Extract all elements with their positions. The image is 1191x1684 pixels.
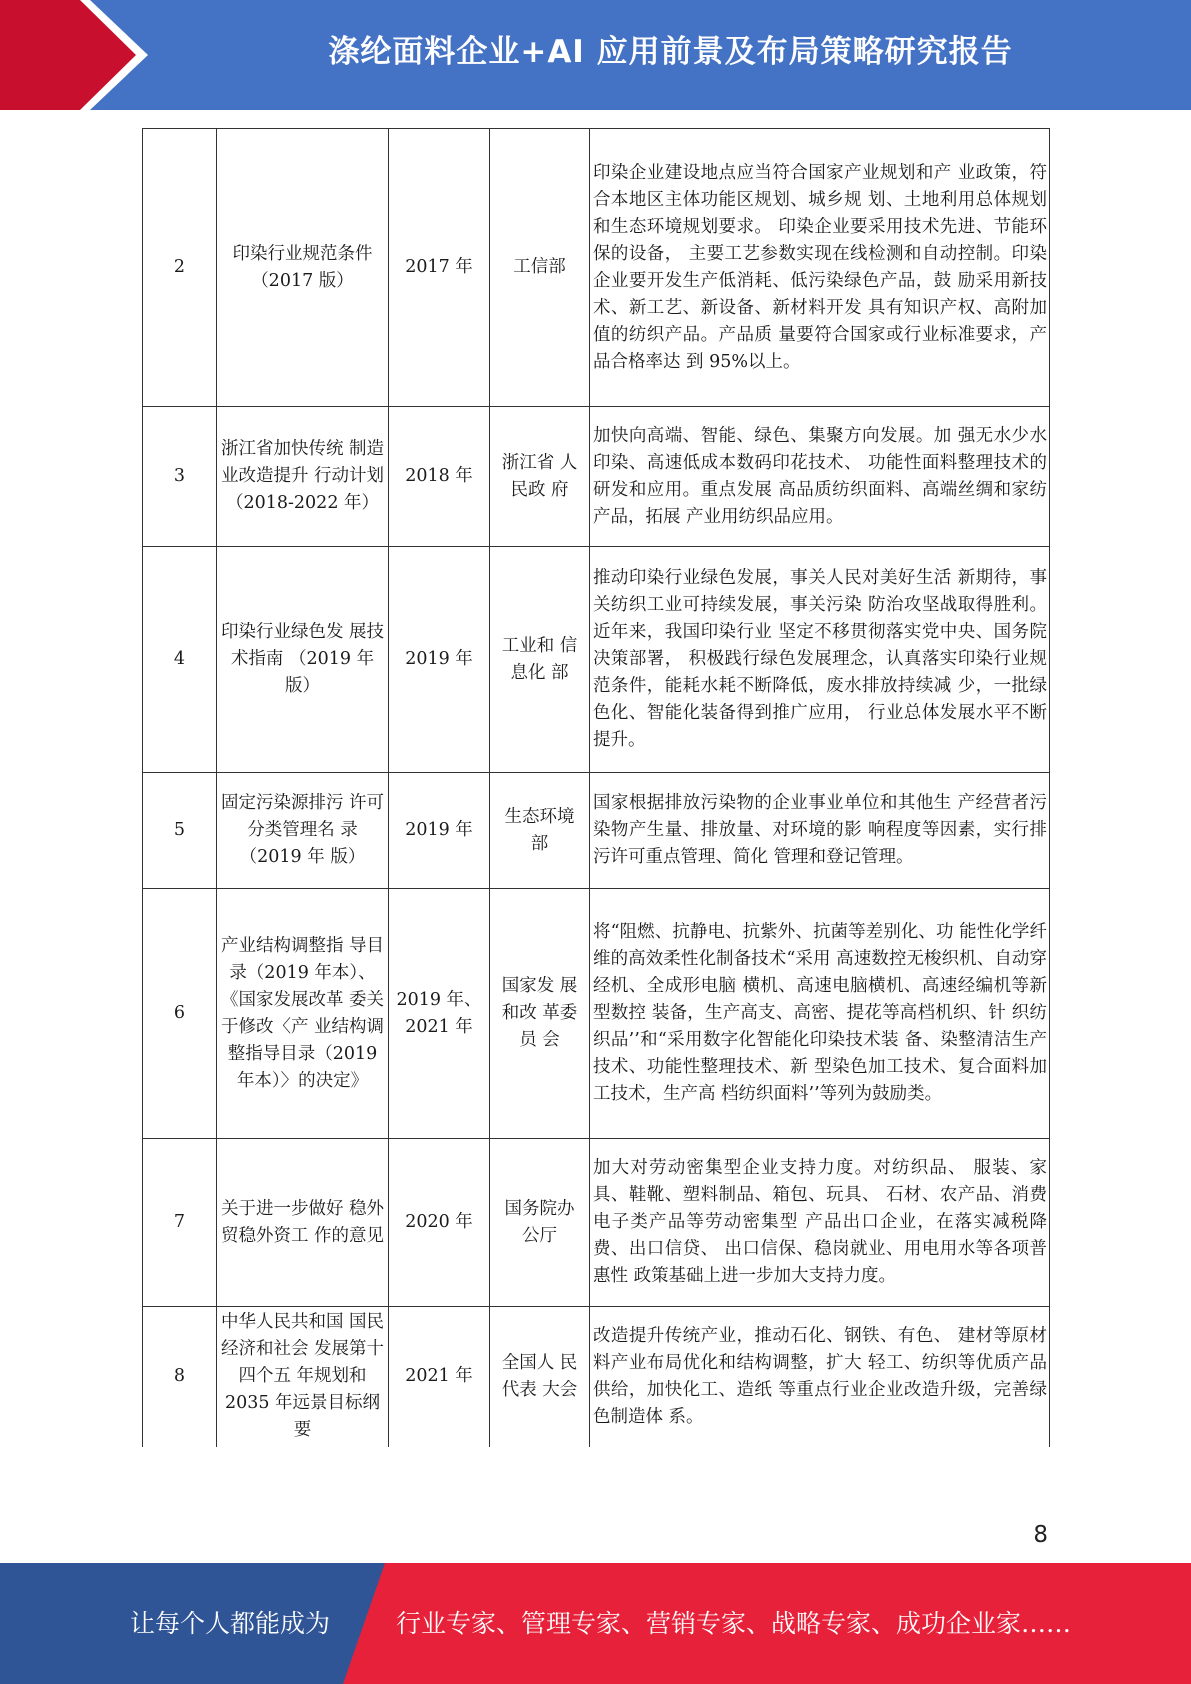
header-band [0,0,1191,110]
policy-year: 2020 年 [389,1139,490,1307]
policy-content: 推动印染行业绿色发展，事关人民对美好生活 新期待，事关纺织工业可持续发展，事关污染 防治攻坚战取得胜利。近年来，我国印染行业 坚定不移贯彻落实党中央、国务院决策部署， 积极践行绿色发展理念，认真落实印染行业规 范条件，能耗水耗不断降低，废水排放持续减 少，一批绿色化、智能化装备得到推广应用， 行业总体发展水平不断提升。 [590,547,1050,773]
footer-slogan-left: 让每个人都能成为 [130,1609,331,1638]
issuing-department: 国家发 展和改 革委员 会 [490,889,590,1139]
issuing-department: 生态环境部 [490,773,590,889]
policy-year: 2019 年 [389,773,490,889]
issuing-department: 全国人 民代表 大会 [490,1307,590,1447]
table-row [143,129,1050,407]
table-row [143,773,1050,889]
footer-slogan-right: 行业专家、管理专家、营销专家、战略专家、成功企业家…… [396,1609,1072,1638]
policy-content: 改造提升传统产业，推动石化、钢铁、有色、 建材等原材料产业布局优化和结构调整，扩大 轻工、纺织等优质产品供给，加快化工、造纸 等重点行业企业改造升级，完善绿色制造体 系。 [590,1307,1050,1447]
issuing-department: 国务院办公厅 [490,1139,590,1307]
policy-content: 加大对劳动密集型企业支持力度。对纺织品、 服装、家具、鞋靴、塑料制品、箱包、玩具、 石材、农产品、消费电子类产品等劳动密集型 产品出口企业，在落实减税降费、出口信贷、 出口信保、稳岗就业、用电用水等各项普惠性 政策基础上进一步加大支持力度。 [590,1139,1050,1307]
policy-name: 关于进一步做好 稳外贸稳外资工 作的意见 [217,1139,389,1307]
row-number: 4 [143,547,217,773]
policy-year: 2018 年 [389,407,490,547]
page-number: 8 [1033,1522,1048,1548]
row-number: 3 [143,407,217,547]
row-number: 2 [143,129,217,407]
policy-name: 浙江省加快传统 制造业改造提升 行动计划 （2018-2022 年） [217,407,389,547]
table-row [143,547,1050,773]
policy-table-container [142,128,1049,1447]
chevron-arrow-icon [0,0,150,110]
table-row [143,889,1050,1139]
policy-name: 印染行业规范条件（2017 版） [217,129,389,407]
row-number: 6 [143,889,217,1139]
policy-content: 国家根据排放污染物的企业事业单位和其他生 产经营者污染物产生量、排放量、对环境的影 响程度等因素，实行排污许可重点管理、简化 管理和登记管理。 [590,773,1050,889]
row-number: 7 [143,1139,217,1307]
row-number: 8 [143,1307,217,1447]
policy-content: 加快向高端、智能、绿色、集聚方向发展。加 强无水少水印染、高速低成本数码印花技术、 功能性面料整理技术的研发和应用。重点发展 高品质纺织面料、高端丝绸和家纺产品，拓展 产业用纺织品应用。 [590,407,1050,547]
footer-band [0,1563,1191,1684]
table-row [143,407,1050,547]
policy-year: 2017 年 [389,129,490,407]
policy-table [142,128,1050,1447]
issuing-department: 工业和 信息化 部 [490,547,590,773]
table-row [143,1307,1050,1447]
policy-year: 2019 年、2021 年 [389,889,490,1139]
policy-name: 中华人民共和国 国民经济和社会 发展第十四个五 年规划和 2035 年远景目标纲要 [217,1307,389,1447]
policy-year: 2021 年 [389,1307,490,1447]
row-number: 5 [143,773,217,889]
issuing-department: 浙江省 人民政 府 [490,407,590,547]
policy-name: 印染行业绿色发 展技术指南 （2019 年版） [217,547,389,773]
report-title: 涤纶面料企业+AI 应用前景及布局策略研究报告 [328,34,1013,70]
issuing-department: 工信部 [490,129,590,407]
policy-content: 印染企业建设地点应当符合国家产业规划和产 业政策，符合本地区主体功能区规划、城乡规 划、土地利用总体规划和生态环境规划要求。 印染企业要采用技术先进、节能环保的设备， 主要工艺参数实现在线检测和自动控制。印染 企业要开发生产低消耗、低污染绿色产品，鼓 励采用新技术、新工艺、新设备、新材料开发 具有知识产权、高附加值的纺织产品。产品质 量要符合国家或行业标准要求，产品合格率达 到 95%以上。 [590,129,1050,407]
table-row [143,1139,1050,1307]
policy-content: 将“阻燃、抗静电、抗紫外、抗菌等差别化、功 能性化学纤维的高效柔性化制备技术“采用 高速数控无梭织机、自动穿经机、全成形电脑 横机、高速电脑横机、高速经编机等新型数控 装备，生产高支、高密、提花等高档机织、针 织纺织品’’和“采用数字化智能化印染技术装 备、染整清洁生产技术、功能性整理技术、新 型染色加工技术、复合面料加工技术，生产高 档纺织面料’’等列为鼓励类。 [590,889,1050,1139]
policy-name: 固定污染源排污 许可分类管理名 录（2019 年 版） [217,773,389,889]
policy-year: 2019 年 [389,547,490,773]
policy-name: 产业结构调整指 导目录（2019 年本）、《国家发展改革 委关于修改〈产 业结构调整指导目录（2019 年本）〉的决定》 [217,889,389,1139]
